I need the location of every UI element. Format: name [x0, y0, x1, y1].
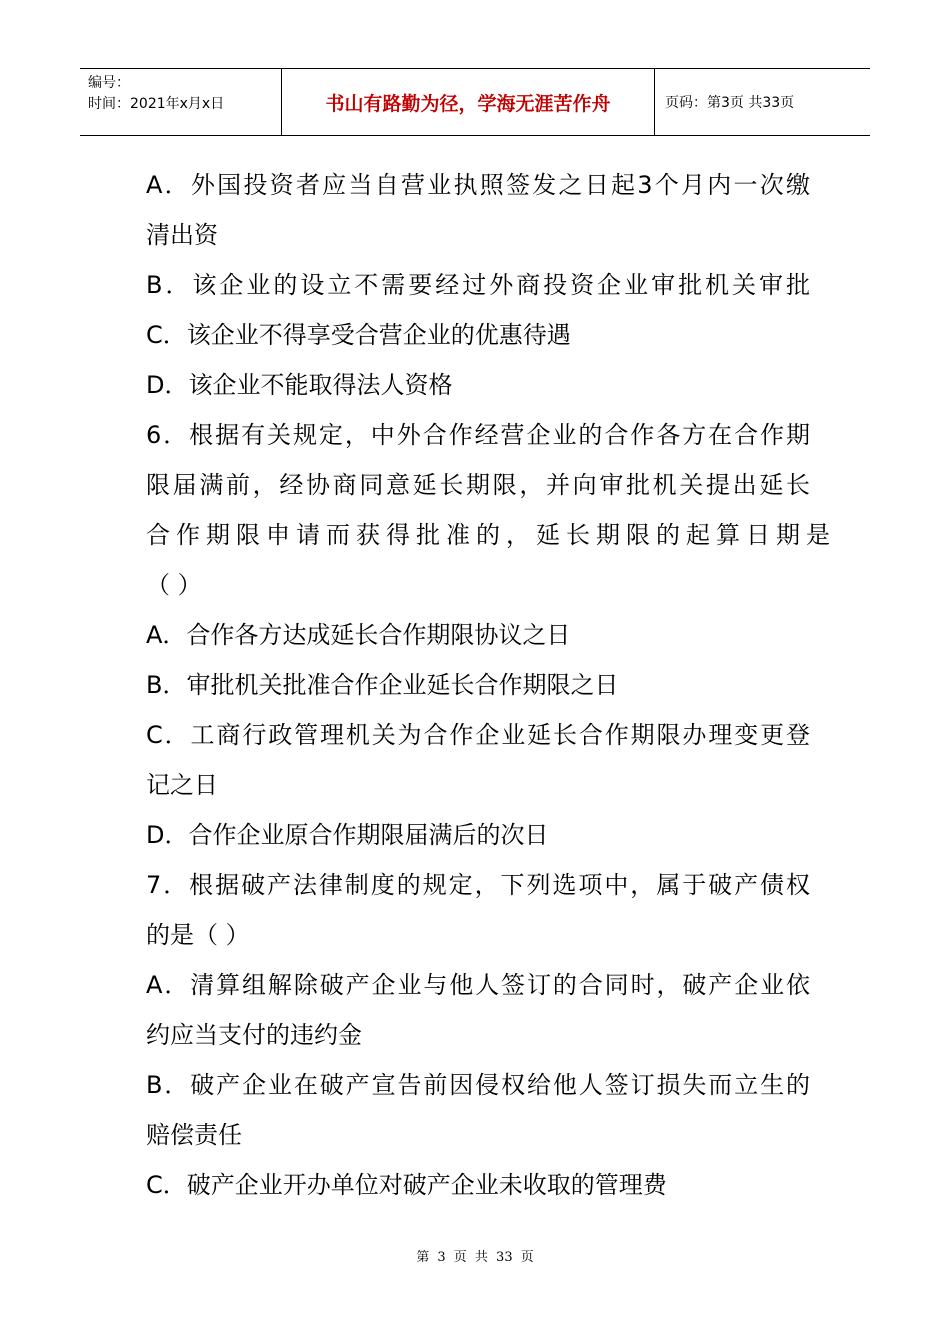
- text-line: B．审批机关批准合作企业延长合作期限之日: [146, 671, 619, 699]
- header-meta: [80, 69, 282, 135]
- text-line: B．破产企业在破产宣告前因侵权给他人签订损失而立生的: [146, 1071, 810, 1099]
- number-label: 编号：: [88, 75, 130, 91]
- text-line: 合作期限申请而获得批准的，延长期限的起算日期是: [146, 521, 836, 549]
- text-line: 清出资: [146, 221, 218, 249]
- text-line: 限届满前，经协商同意延长期限，并向审批机关提出延长: [146, 471, 810, 499]
- date-label: 时间：2021年x月x日: [88, 96, 225, 112]
- text-line: 赔偿责任: [146, 1121, 242, 1149]
- text-line: C．工商行政管理机关为合作企业延长合作期限办理变更登: [146, 721, 810, 749]
- text-line: C．该企业不得享受合营企业的优惠待遇: [146, 321, 571, 349]
- text-line: A．外国投资者应当自营业执照签发之日起3个月内一次缴: [146, 171, 810, 199]
- document-body: [146, 160, 836, 1210]
- text-line: A．清算组解除破产企业与他人签订的合同时，破产企业依: [146, 971, 810, 999]
- text-line: D．该企业不能取得法人资格: [146, 371, 453, 399]
- page-header: [80, 68, 870, 136]
- text-line: 的是（ ）: [146, 921, 250, 949]
- text-line: A．合作各方达成延长合作期限协议之日: [146, 621, 571, 649]
- text-line: （ ）: [146, 571, 202, 599]
- header-page-label: 页码：第3页 共33页: [665, 95, 795, 111]
- text-line: 约应当支付的违约金: [146, 1021, 362, 1049]
- header-motto: 书山有路勤为径，学海无涯苦作舟: [282, 69, 655, 135]
- page-footer: 第 3 页 共 33 页: [416, 1250, 534, 1265]
- text-line: B．该企业的设立不需要经过外商投资企业审批机关审批: [146, 271, 810, 299]
- text-line: C．破产企业开办单位对破产企业未收取的管理费: [146, 1171, 667, 1199]
- text-line: 6．根据有关规定，中外合作经营企业的合作各方在合作期: [146, 421, 810, 449]
- text-line: 记之日: [146, 771, 218, 799]
- text-line: D．合作企业原合作期限届满后的次日: [146, 821, 549, 849]
- text-line: 7．根据破产法律制度的规定，下列选项中，属于破产债权: [146, 871, 810, 899]
